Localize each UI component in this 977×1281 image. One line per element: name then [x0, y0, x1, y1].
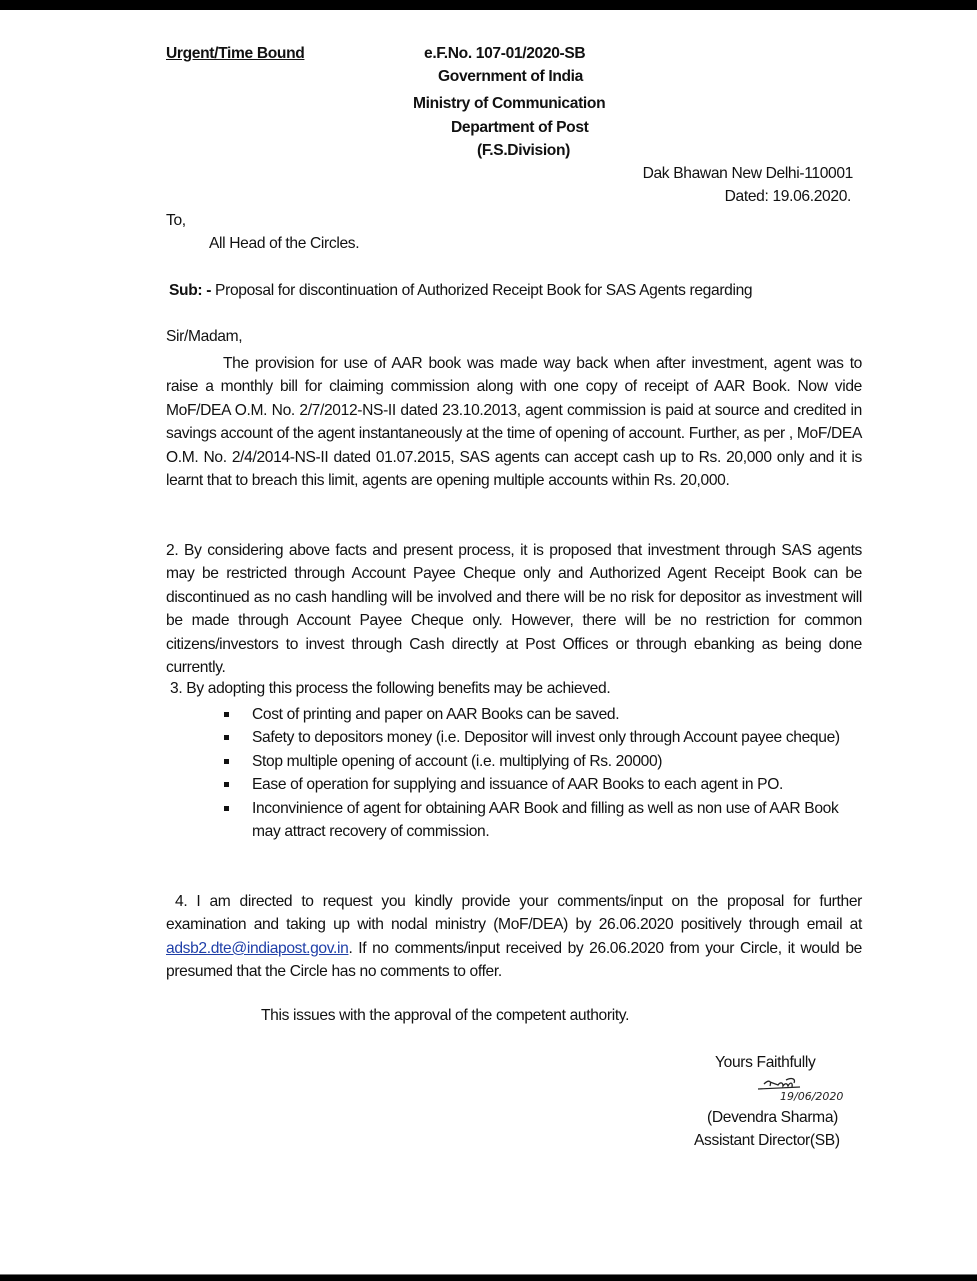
handwritten-signature-icon [756, 1076, 866, 1106]
email-link[interactable]: adsb2.dte@indiapost.gov.in [166, 939, 349, 957]
bullet-square-icon [224, 806, 229, 811]
letter-date: Dated: 19.06.2020. [724, 188, 851, 205]
department-heading: Department of Post [451, 119, 589, 136]
benefits-list [222, 703, 862, 843]
division-heading: (F.S.Division) [477, 142, 571, 159]
paragraph-1: The provision for use of AAR book was made way back when after investment, agent was to raise a monthly bill for claiming commission along with one copy of receipt of AAR Book. Now vide MoF/DEA O.M. No. 2/7/2012-NS-II dated 23.10.2013, agent commission is paid at source and credited in savings account of the agent instantaneously at the time of opening of account. Further, as per , MoF/DEA O.M. No. 2/4/2014-NS-II dated 01.07.2015, SAS agents can accept cash up to Rs. 20,000 only and it is learnt that to breach this limit, agents are opening multiple accounts within Rs. 20,000. [166, 355, 862, 490]
salutation: Sir/Madam, [166, 328, 243, 345]
recipient: All Head of the Circles. [209, 235, 360, 252]
priority-label: Urgent/Time Bound [166, 45, 305, 62]
bullet-square-icon [224, 712, 229, 717]
bullet-square-icon [224, 735, 229, 740]
subject-text: Proposal for discontinuation of Authorized Receipt Book for SAS Agents regarding [211, 282, 753, 299]
subject-label: Sub: - [169, 282, 212, 299]
ministry-heading: Ministry of Communication [413, 95, 606, 112]
government-heading: Government of India [438, 68, 583, 85]
benefit-item: Cost of printing and paper on AAR Books can be saved. [222, 703, 862, 726]
paragraph-4: 4. I am directed to request you kindly provide your comments/input on the proposal for further examination and taking up with nodal ministry (MoF/DEA) by 26.06.2020 positively through email at adsb2.dte@indiapost.gov.in. If no comments/input received by 26.06.2020 from your Circle, it would be presumed that the Circle has no comments to offer. [166, 893, 862, 981]
bullet-square-icon [224, 759, 229, 764]
benefit-item: Ease of operation for supplying and issuance of AAR Books to each agent in PO. [222, 773, 862, 796]
approval-statement: This issues with the approval of the competent authority. [261, 1007, 630, 1024]
svg-text:19/06/2020: 19/06/2020 [780, 1090, 844, 1103]
paragraph-2: 2. By considering above facts and present process, it is proposed that investment through SAS agents may be restricted through Account Payee Cheque only and Authorized Agent Receipt Book can be discontinued as no cash handling will be involved and there will be no risk for depositor as investment will be made through Account Payee Cheque only. However, there will be no restriction for common citizens/investors to invest through Cash directly at Post Offices or through ebanking as being done currently. [166, 542, 862, 677]
subject-line [169, 282, 752, 300]
benefit-item: Inconvinience of agent for obtaining AAR Book and filling as well as non use of AAR Book may attract recovery of commission. [222, 797, 862, 844]
signatory-designation: Assistant Director(SB) [694, 1132, 840, 1149]
to-label: To, [166, 212, 186, 229]
bullet-square-icon [224, 782, 229, 787]
paragraph-3: 3. By adopting this process the following benefits may be achieved. [170, 680, 611, 697]
benefit-item: Safety to depositors money (i.e. Depositor will invest only through Account payee cheque) [222, 726, 862, 749]
file-number: e.F.No. 107-01/2020-SB [424, 45, 586, 62]
signatory-name: (Devendra Sharma) [707, 1109, 838, 1126]
top-border-band [0, 0, 977, 10]
benefit-item: Stop multiple opening of account (i.e. multiplying of Rs. 20000) [222, 750, 862, 773]
closing: Yours Faithfully [715, 1054, 816, 1071]
office-address: Dak Bhawan New Delhi-110001 [642, 165, 853, 182]
